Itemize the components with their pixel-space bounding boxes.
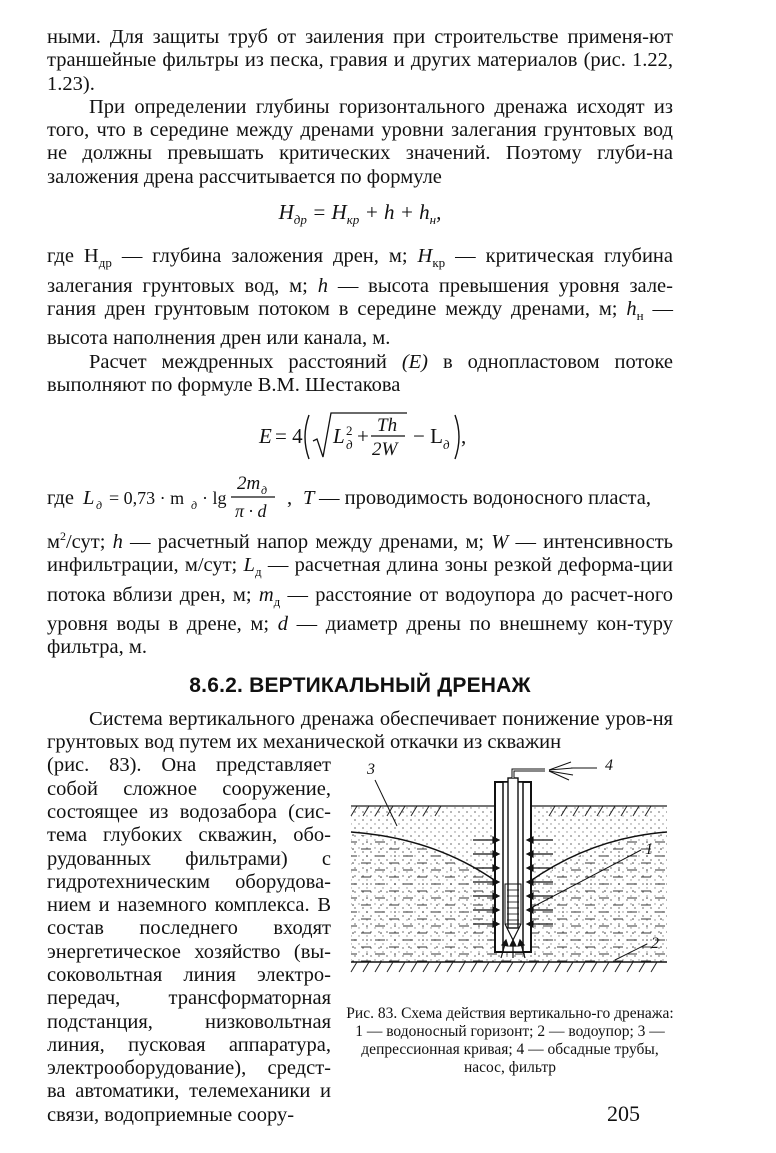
paragraph-6: Система вертикального дренажа обеспечивает понижение уров-ня грунтовых вод путем их механической откачки из скважин (47, 707, 673, 754)
text-with-figure (47, 754, 673, 1127)
paragraph-2: При определении глубины горизонтального дренажа исходят из того, что в середине между дренами уровни залегания грунтовых вод не должны превышать критических значений. Поэтому глуби-на заложения дрена рассчитывается по формуле (47, 95, 673, 188)
svg-text:2m: 2m (237, 473, 261, 495)
figure-caption: Рис. 83. Схема действия вертикально-го дренажа: (346, 1005, 674, 1023)
svg-text:Th: Th (377, 415, 398, 437)
svg-text:+: + (357, 424, 369, 449)
figure-label-2: 2 (651, 935, 659, 953)
vertical-drainage-diagram (345, 754, 675, 994)
page-number: 205 (607, 1101, 640, 1126)
paragraph-1: ными. Для защиты труб от заиления при строительстве применя-ют траншейные фильтры из песка, гравия и других материалов (рис. 1.22, 1.23). (47, 26, 673, 95)
figure-83 (345, 754, 675, 1077)
svg-text:= 0,73 · m: = 0,73 · m (109, 488, 185, 509)
svg-text:L: L (83, 487, 95, 510)
svg-text:· lg: · lg (202, 488, 227, 509)
svg-text:,: , (461, 424, 467, 449)
section-heading: 8.6.2. ВЕРТИКАЛЬНЫЙ ДРЕНАЖ (189, 673, 531, 697)
formula-shestakov (47, 403, 673, 465)
page-body (47, 26, 673, 1127)
svg-text:T: T (303, 487, 315, 510)
figure-legend: 1 — водоносный горизонт; 2 — водоупор; 3 — депрессионная кривая; 4 — обсадные трубы, насос, фильтр (355, 1023, 665, 1077)
svg-text:E: E (259, 424, 272, 449)
svg-text:д: д (261, 483, 268, 498)
svg-text:L: L (333, 424, 345, 449)
figure-label-1: 1 (645, 841, 653, 859)
svg-text:2W: 2W (372, 439, 398, 461)
formula-depth: $H_{др} = H_{кр} + h + h_н$, (278, 200, 442, 228)
figure-label-4: 4 (605, 757, 613, 775)
paragraph-7: (рис. 83). Она представляет собой сложное сооружение, состоящее из водозабора (сис-тема глубоких скважин, обо-рудованных фильтрами) с гидротехническим оборудова-нием и наземного комплекса. В состав последнего входят энергетическое хозяйство (вы-соковольтная линия электро-передач, трансформаторная подстанция, низковольтная линия, пусковая аппаратура, электрооборудование), средст-ва автоматики, телемеханики и связи, водоприемные соору- (47, 754, 331, 1126)
formula-ld-line (47, 469, 673, 525)
figure-label-3: 3 (367, 761, 375, 779)
svg-text:д: д (443, 437, 450, 453)
formula-shestakov-svg (47, 403, 673, 465)
svg-text:д: д (346, 437, 353, 453)
svg-text:= 4: = 4 (275, 424, 303, 449)
svg-text:д: д (96, 498, 103, 513)
svg-text:где: где (47, 487, 74, 510)
formula-ld-svg (47, 469, 673, 525)
paragraph-3: где $H_{др}$ — глубина заложения дрен, м; $H_{кр}$ — критическая глубина залегания грунтовых вод, м; h — высота превышения уровня зале-гания дрен грунтовым потоком в середине между дренами, м; $h_н$ — высота наполнения дрен или канала, м. (47, 245, 673, 350)
svg-text:— проводимость водоносного пла: — проводимость водоносного пласта, (319, 487, 651, 510)
paragraph-4: Расчет междренных расстояний (E) в однопластовом потоке выполняют по формуле В.М. Шестакова (47, 350, 673, 396)
svg-text:2: 2 (346, 423, 353, 439)
svg-text:д: д (191, 498, 198, 513)
paragraph-5: $м^2$/сут; h — расчетный напор между дренами, м; W — интенсивность инфильтрации, м/сут; $L_д$ — расчетная длина зоны резкой деформа-ции потока вблизи дрен, м; $m_д$ — расстояние от водоупора до расчет-ного уровня воды в дрене, м; d — диаметр дрены по внешнему кон-туру фильтра, м. (47, 529, 674, 659)
svg-text:− L: − L (413, 424, 443, 449)
svg-text:,: , (287, 487, 293, 510)
svg-text:π · d: π · d (235, 501, 267, 522)
